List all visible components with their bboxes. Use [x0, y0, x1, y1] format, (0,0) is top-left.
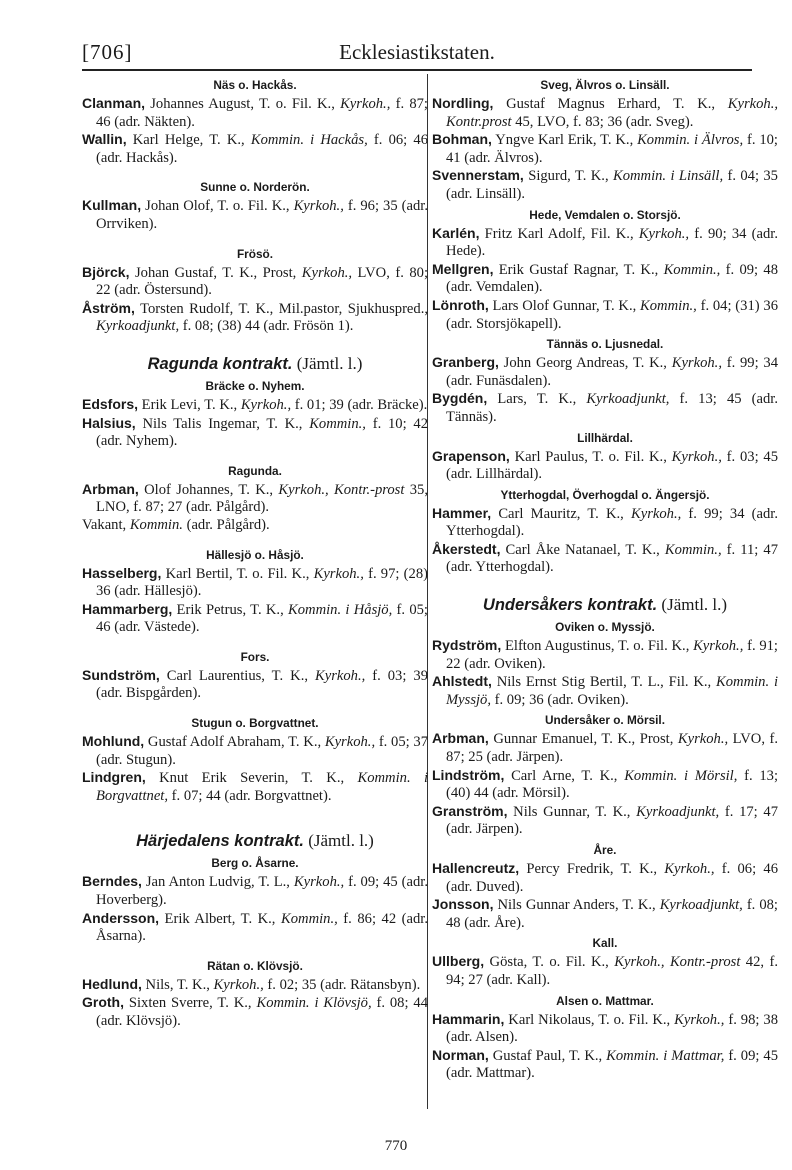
entry-text: f. 99; 34 (adr. Funäsdalen). — [446, 355, 778, 389]
entry-text: f. 17; 47 (adr. Järpen). — [446, 803, 779, 838]
clergy-name: Hammarin, — [432, 1010, 505, 1027]
clergy-name: Lönroth, — [432, 296, 489, 313]
entry-text: f. 90; 34 (adr. Hede). — [446, 225, 778, 260]
clergy-name: Arbman, — [82, 480, 139, 497]
entry-text: Elfton Augustinus, T. o. Fil. K., — [501, 638, 694, 655]
entry-text: 35, LNO, f. 87; 27 (adr. Pålgård). — [96, 481, 428, 516]
clergy-name: Edsfors, — [82, 395, 139, 412]
clergy-name: Halsius, — [82, 414, 136, 431]
entry-text: Lars, T. K., — [487, 391, 587, 408]
entry-title: Kyrkoh., — [693, 638, 744, 655]
clergy-name: Bygdén, — [432, 390, 488, 407]
entry-text: Gustaf Magnus Erhard, T. K., — [493, 96, 728, 112]
clergy-name: Hammer, — [432, 504, 492, 521]
entry-title: Kyrkoh., — [324, 734, 376, 751]
left-column — [82, 74, 428, 1031]
entry-title: Kyrkoh., — [240, 396, 292, 413]
clergy-entry — [82, 994, 428, 1030]
entry-text: Johannes August, T. o. Fil. K., — [145, 96, 341, 112]
entry-title: Kyrkoh., — [677, 731, 729, 748]
header-rule — [82, 69, 752, 71]
entry-text: Olof Johannes, T. K., — [138, 481, 279, 498]
clergy-entry — [432, 390, 778, 426]
page-header — [82, 40, 752, 70]
entry-title: Kommin. i Mörsil, — [624, 767, 738, 784]
entry-text: Karl Paulus, T. o. Fil. K., — [509, 448, 672, 465]
entry-text: f. 06; 46 (adr. Hackås). — [96, 132, 428, 166]
clergy-name: Åström, — [82, 299, 135, 316]
entry-text: f. 04; 35 (adr. Linsäll). — [446, 168, 778, 202]
clergy-name: Arbman, — [432, 730, 489, 747]
entry-title: Kommin. i Klövsjö, — [256, 995, 372, 1012]
clergy-name: Hedlund, — [82, 975, 142, 992]
entry-title: Kyrkoadjunkt, — [636, 803, 720, 820]
clergy-name: Granberg, — [432, 354, 499, 371]
entry-text: Carl Arne, T. K., — [504, 767, 625, 784]
deanery-heading — [82, 831, 428, 851]
parish-heading: Ragunda. — [228, 463, 282, 478]
entry-text: John Georg Andreas, T. K., — [498, 355, 672, 372]
entry-title: Kommin. i Borgvattnet, — [96, 770, 428, 804]
clergy-entry — [432, 297, 778, 333]
entry-text: f. 99; 34 (adr. Ytterhogdal). — [446, 505, 779, 540]
clergy-name: Sundström, — [82, 666, 160, 683]
entry-text: f. 10; 41 (adr. Älvros). — [446, 132, 778, 166]
vacant-entry — [82, 517, 428, 535]
entry-text: Torsten Rudolf, T. K., Mil.pastor, Sjukhuspred., — [134, 300, 428, 317]
clergy-name: Norman, — [432, 1046, 489, 1063]
entry-title: Kyrkoh., — [664, 861, 715, 877]
clergy-name: Kullman, — [82, 197, 142, 214]
entry-text: Gustaf Paul, T. K., — [488, 1047, 607, 1064]
clergy-name: Lindström, — [432, 766, 505, 783]
clergy-name: Hallencreutz, — [432, 860, 520, 876]
deanery-title: Ragunda kontrakt. — [147, 354, 293, 373]
entry-text: f. 96; 35 (adr. Orrviken). — [96, 198, 429, 232]
clergy-entry — [82, 910, 428, 946]
entry-text: Fritz Karl Adolf, Fil. K., — [479, 225, 639, 242]
clergy-name: Clanman, — [82, 95, 146, 111]
entry-text: f. 01; 39 (adr. Bräcke). — [291, 396, 428, 413]
clergy-name: Björck, — [82, 263, 130, 280]
entry-text: LVO, f. 80; 22 (adr. Östersund). — [96, 264, 429, 299]
clergy-entry — [432, 354, 778, 390]
deanery-heading — [82, 354, 428, 374]
entry-title: Kyrkoh., — [213, 976, 264, 993]
entry-text: f. 06; 46 (adr. Duved). — [446, 861, 778, 895]
clergy-entry — [432, 1047, 778, 1083]
clergy-entry — [82, 396, 428, 415]
entry-title: Kyrkoadjunkt, — [659, 897, 743, 914]
entry-text: f. 05; 46 (adr. Västede). — [96, 601, 428, 636]
entry-title: Kommin., — [664, 541, 722, 558]
entry-title: Kommin., — [640, 297, 697, 314]
entry-text: f. 87; 46 (adr. Näkten). — [96, 96, 428, 130]
entry-text: f. 11; 47 (adr. Ytterhogdal). — [446, 541, 779, 576]
entry-title: Kommin. i Myssjö, — [446, 674, 779, 708]
page-footer-number: 770 — [384, 1138, 408, 1154]
clergy-name: Lindgren, — [82, 769, 146, 786]
clergy-entry — [82, 769, 428, 805]
entry-text: Knut Erik Severin, T. K., — [145, 770, 358, 787]
entry-title: Kyrkoadjunkt, — [586, 391, 670, 408]
entry-text: Erik Petrus, T. K., — [172, 601, 288, 618]
clergy-name: Mellgren, — [432, 260, 494, 277]
entry-title: Kommin. i Hackås, — [250, 132, 368, 149]
entry-title: Kyrkoh., — [638, 225, 690, 242]
deanery-region: (Jämtl. l.) — [292, 353, 363, 373]
entry-text: Nils Ernst Stig Bertil, T. L., Fil. K., — [491, 674, 717, 691]
entry-text: f. 04; (31) 36 (adr. Storsjökapell). — [446, 297, 778, 332]
clergy-name: Åkerstedt, — [432, 540, 501, 557]
entry-text: f. 03; 39 (adr. Bispgården). — [96, 667, 428, 702]
clergy-entry — [432, 860, 778, 896]
clergy-name: Berndes, — [82, 873, 142, 890]
entry-title: Kyrkoh., Kontr.prost — [446, 96, 778, 130]
entry-text: Nils Gunnar, T. K., — [507, 803, 637, 820]
parish-heading: Undersåker o. Mörsil. — [545, 713, 665, 728]
clergy-entry — [82, 481, 428, 517]
clergy-entry — [82, 733, 428, 769]
parish-heading: Bräcke o. Nyhem. — [205, 378, 305, 393]
header-title: Ecklesiastikstaten. — [339, 40, 495, 64]
parish-heading: Oviken o. Myssjö. — [555, 620, 655, 635]
clergy-name: Rydström, — [432, 637, 502, 654]
entry-text: f. 09; 48 (adr. Vemdalen). — [446, 261, 778, 296]
parish-heading: Sveg, Älvros o. Linsäll. — [540, 78, 670, 92]
entry-text: 42, f. 94; 27 (adr. Kall). — [446, 954, 778, 988]
entry-text: f. 13; 45 (adr. Tännäs). — [446, 391, 778, 425]
clergy-entry — [82, 131, 428, 167]
entry-text: 45, LVO, f. 83; 36 (adr. Sveg). — [511, 113, 694, 130]
entry-title: Kyrkoh., — [671, 355, 722, 372]
entry-text: f. 03; 45 (adr. Lillhärdal). — [446, 448, 778, 483]
entry-text: Carl Laurentius, T. K., — [159, 667, 315, 684]
clergy-entry — [432, 261, 778, 297]
deanery-region: (Jämtl. l.) — [303, 831, 374, 851]
entry-text: Erik Levi, T. K., — [138, 396, 241, 413]
entry-text: Sixten Sverre, T. K., — [124, 995, 257, 1012]
clergy-entry — [432, 541, 778, 577]
entry-text: Gösta, T. o. Fil. K., — [484, 954, 615, 971]
clergy-name: Hasselberg, — [82, 564, 162, 581]
entry-text: Percy Fredrik, T. K., — [519, 861, 665, 877]
clergy-name: Grapenson, — [432, 447, 510, 464]
entry-title: Kommin. i Linsäll, — [612, 168, 724, 185]
entry-text: Karl Bertil, T. o. Fil. K., — [161, 565, 314, 582]
parish-heading: Sunne o. Norderön. — [200, 180, 310, 195]
deanery-heading — [432, 595, 778, 615]
entry-text: f. 09; 45 (adr. Hoverberg). — [96, 874, 428, 909]
entry-text: f. 02; 35 (adr. Rätansbyn). — [263, 976, 421, 993]
clergy-name: Andersson, — [82, 909, 160, 926]
entry-text: f. 08; (38) 44 (adr. Frösön 1). — [179, 318, 354, 335]
parish-heading: Berg o. Åsarne. — [211, 856, 299, 871]
clergy-entry — [432, 131, 778, 167]
parish-heading: Näs o. Hackås. — [213, 78, 297, 92]
clergy-entry — [82, 300, 428, 336]
clergy-entry — [432, 95, 778, 131]
clergy-entry — [82, 197, 428, 233]
clergy-entry — [432, 637, 778, 673]
entry-text: f. 07; 44 (adr. Borgvattnet). — [168, 787, 332, 804]
clergy-name: Nordling, — [432, 95, 494, 111]
parish-heading: Åre. — [593, 843, 617, 857]
entry-text: f. 13; (40) 44 (adr. Mörsil). — [446, 767, 779, 802]
clergy-name: Ullberg, — [432, 953, 485, 970]
entry-title: Kommin. — [129, 516, 183, 533]
entry-text: Erik Albert, T. K., — [159, 910, 281, 927]
entry-text: Nils, T. K., — [141, 976, 214, 993]
clergy-entry — [432, 673, 778, 709]
entry-text: f. 98; 38 (adr. Alsen). — [446, 1011, 778, 1046]
clergy-entry — [432, 896, 778, 932]
entry-text: Gunnar Emanuel, T. K., Prost, — [488, 731, 678, 748]
parish-heading: Hede, Vemdalen o. Storsjö. — [529, 207, 681, 222]
entry-title: Kommin., — [663, 261, 721, 278]
entry-title: Kommin., — [281, 910, 338, 927]
clergy-entry — [82, 95, 428, 131]
entry-text: Jan Anton Ludvig, T. L., — [141, 874, 294, 891]
parish-heading: Stugun o. Borgvattnet. — [191, 716, 319, 731]
clergy-name: Mohlund, — [82, 733, 145, 750]
clergy-entry — [432, 1011, 778, 1047]
entry-text: f. 08; 44 (adr. Klövsjö). — [96, 995, 429, 1029]
entry-text: Yngve Karl Erik, T. K., — [491, 132, 638, 149]
entry-title: Kyrkoh., — [674, 1011, 725, 1028]
clergy-name: Groth, — [82, 994, 124, 1011]
entry-title: Kyrkoh., — [293, 874, 345, 891]
entry-title: Kommin., — [309, 415, 366, 432]
entry-text: f. 09; 45 (adr. Mattmar). — [446, 1047, 778, 1082]
clergy-entry — [432, 803, 778, 839]
entry-title: Kommin. i Håsjö, — [288, 601, 393, 618]
clergy-entry — [82, 667, 428, 703]
clergy-entry — [82, 976, 428, 995]
clergy-name: Karlén, — [432, 224, 480, 241]
entry-text: Johan Olof, T. o. Fil. K., — [141, 198, 294, 215]
entry-text: Vakant, — [82, 516, 130, 533]
parish-heading: Ytterhogdal, Överhogdal o. Ängersjö. — [500, 487, 710, 502]
clergy-name: Granström, — [432, 802, 508, 819]
entry-text: f. 10; 42 (adr. Nyhem). — [96, 415, 428, 450]
entry-text: Karl Helge, T. K., — [126, 132, 251, 149]
right-column — [432, 74, 778, 1083]
entry-text: f. 09; 36 (adr. Oviken). — [491, 691, 629, 708]
entry-text: Lars Olof Gunnar, T. K., — [488, 297, 641, 314]
clergy-name: Hammarberg, — [82, 600, 173, 617]
entry-text: f. 05; 37 (adr. Stugun). — [96, 734, 429, 768]
entry-title: Kommin. i Mattmar, — [606, 1047, 725, 1064]
clergy-name: Wallin, — [82, 131, 127, 148]
deanery-region: (Jämtl. l.) — [657, 595, 728, 615]
clergy-name: Ahlstedt, — [432, 673, 492, 690]
entry-text: LVO, f. 87; 25 (adr. Järpen). — [446, 731, 778, 766]
entry-title: Kyrkoh., — [315, 667, 366, 684]
entry-text: f. 97; (28) 36 (adr. Hällesjö). — [96, 565, 428, 600]
entry-title: Kyrkoh., Kontr.-prost — [278, 481, 405, 498]
parish-heading: Lillhärdal. — [577, 430, 633, 445]
clergy-name: Jonsson, — [432, 896, 494, 913]
entry-title: Kyrkoh., — [313, 565, 364, 582]
entry-title: Kyrkoh., — [301, 264, 353, 281]
entry-text: f. 91; 22 (adr. Oviken). — [446, 638, 778, 672]
clergy-entry — [82, 415, 428, 451]
clergy-entry — [432, 225, 778, 261]
deanery-title: Undersåkers kontrakt. — [482, 596, 658, 615]
entry-text: Sigurd, T. K., — [523, 168, 613, 185]
entry-text: Nils Gunnar Anders, T. K., — [493, 897, 660, 914]
entry-text: f. 08; 48 (adr. Åre). — [446, 897, 778, 931]
clergy-entry — [82, 601, 428, 637]
clergy-entry — [432, 953, 778, 989]
entry-title: Kyrkoh., Kontr.-prost — [614, 954, 741, 971]
entry-title: Kyrkoh., — [631, 505, 682, 522]
clergy-entry — [432, 767, 778, 803]
header-page-number: [706] — [82, 40, 133, 64]
parish-heading: Kall. — [592, 936, 618, 951]
entry-text: Carl Åke Natanael, T. K., — [500, 541, 665, 558]
entry-text: (adr. Pålgård). — [182, 516, 270, 533]
clergy-name: Bohman, — [432, 131, 492, 148]
deanery-title: Härjedalens kontrakt. — [136, 832, 304, 851]
parish-heading: Rätan o. Klövsjö. — [207, 958, 303, 973]
entry-text: Johan Gustaf, T. K., Prost, — [129, 264, 302, 281]
clergy-entry — [432, 730, 778, 766]
clergy-entry — [432, 167, 778, 203]
parish-heading: Fors. — [240, 649, 270, 664]
entry-text: Nils Talis Ingemar, T. K., — [135, 415, 310, 432]
clergy-entry — [432, 505, 778, 541]
entry-text: Carl Mauritz, T. K., — [491, 505, 631, 522]
clergy-name: Svennerstam, — [432, 167, 524, 184]
entry-title: Kyrkoh., — [293, 198, 344, 215]
parish-heading: Tännäs o. Ljusnedal. — [546, 337, 664, 352]
entry-title: Kyrkoadjunkt, — [96, 318, 180, 335]
clergy-entry — [82, 873, 428, 909]
entry-text: Gustaf Adolf Abraham, T. K., — [144, 734, 325, 751]
parish-heading: Alsen o. Mattmar. — [556, 993, 654, 1008]
clergy-entry — [432, 448, 778, 484]
entry-title: Kyrkoh., — [671, 448, 722, 465]
clergy-entry — [82, 565, 428, 601]
entry-text: Erik Gustaf Ragnar, T. K., — [493, 261, 664, 278]
entry-text: f. 86; 42 (adr. Åsarna). — [96, 910, 428, 945]
parish-heading: Hällesjö o. Håsjö. — [206, 547, 304, 562]
clergy-entry — [82, 264, 428, 300]
entry-title: Kyrkoh., — [340, 96, 391, 112]
entry-title: Kommin. i Älvros, — [637, 132, 744, 149]
parish-heading: Frösö. — [236, 246, 274, 261]
entry-text: Karl Nikolaus, T. o. Fil. K., — [504, 1011, 675, 1028]
